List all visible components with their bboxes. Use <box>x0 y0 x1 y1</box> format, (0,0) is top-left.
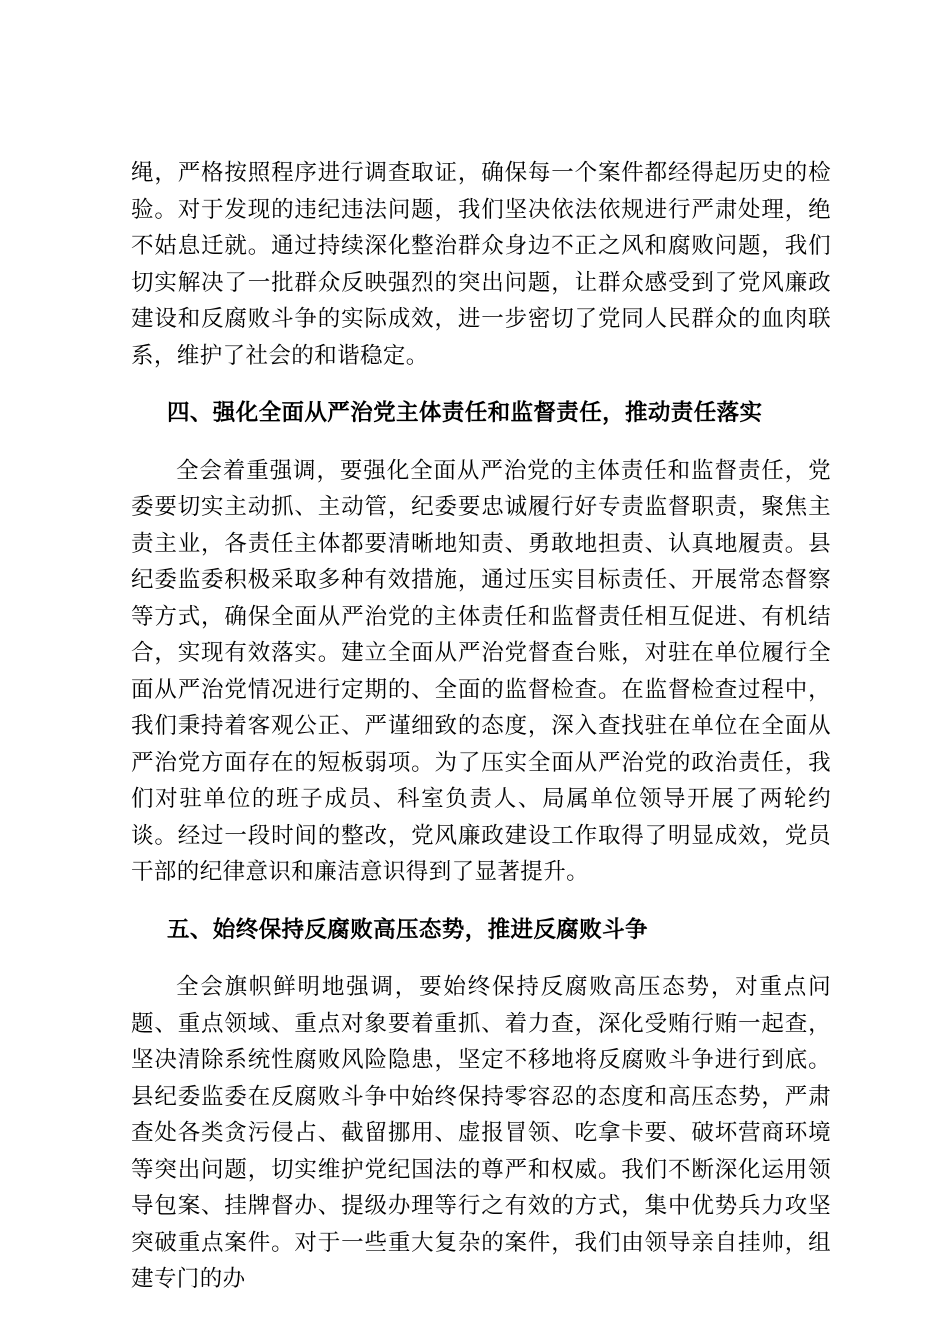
paragraph-section-4: 全会着重强调，要强化全面从严治党的主体责任和监督责任，党委要切实主动抓、主动管，纪委要忠诚履行好专责监督职责，聚焦主责主业，各责任主体都要清晰地知责、勇敢地担责、认真地履责。县纪委监委积极采取多种有效措施，通过压实目标责任、开展常态督察等方式，确保全面从严治党的主体责任和监督责任相互促进、有机结合，实现有效落实。建立全面从严治党督查台账，对驻在单位履行全面从严治党情况进行定期的、全面的监督检查。在监督检查过程中，我们秉持着客观公正、严谨细致的态度，深入查找驻在单位在全面从严治党方面存在的短板弱项。为了压实全面从严治党的政治责任，我们对驻单位的班子成员、科室负责人、局属单位领导开展了两轮约谈。经过一段时间的整改，党风廉政建设工作取得了明显成效，党员干部的纪律意识和廉洁意识得到了显著提升。 <box>131 457 831 885</box>
paragraph-section-5: 全会旗帜鲜明地强调，要始终保持反腐败高压态势，对重点问题、重点领域、重点对象要着重抓、着力查，深化受贿行贿一起查，坚决清除系统性腐败风险隐患，坚定不移地将反腐败斗争进行到底。县纪委监委在反腐败斗争中始终保持零容忍的态度和高压态势，严肃查处各类贪污侵占、截留挪用、虚报冒领、吃拿卡要、破坏营商环境等突出问题，切实维护党纪国法的尊严和权威。我们不断深化运用领导包案、挂牌督办、提级办理等行之有效的方式，集中优势兵力攻坚突破重点案件。对于一些重大复杂的案件，我们由领导亲自挂帅，组建专门的办 <box>131 974 831 1292</box>
document-body <box>131 155 831 1298</box>
paragraph-continuation: 绳，严格按照程序进行调查取证，确保每一个案件都经得起历史的检验。对于发现的违纪违法问题，我们坚决依法依规进行严肃处理，绝不姑息迁就。通过持续深化整治群众身边不正之风和腐败问题，我们切实解决了一批群众反映强烈的突出问题，让群众感受到了党风廉政建设和反腐败斗争的实际成效，进一步密切了党同人民群众的血肉联系，维护了社会的和谐稳定。 <box>131 160 831 369</box>
section-heading-4: 四、强化全面从严治党主体责任和监督责任，推动责任落实 <box>167 400 763 426</box>
section-heading-5: 五、始终保持反腐败高压态势，推进反腐败斗争 <box>167 916 648 943</box>
